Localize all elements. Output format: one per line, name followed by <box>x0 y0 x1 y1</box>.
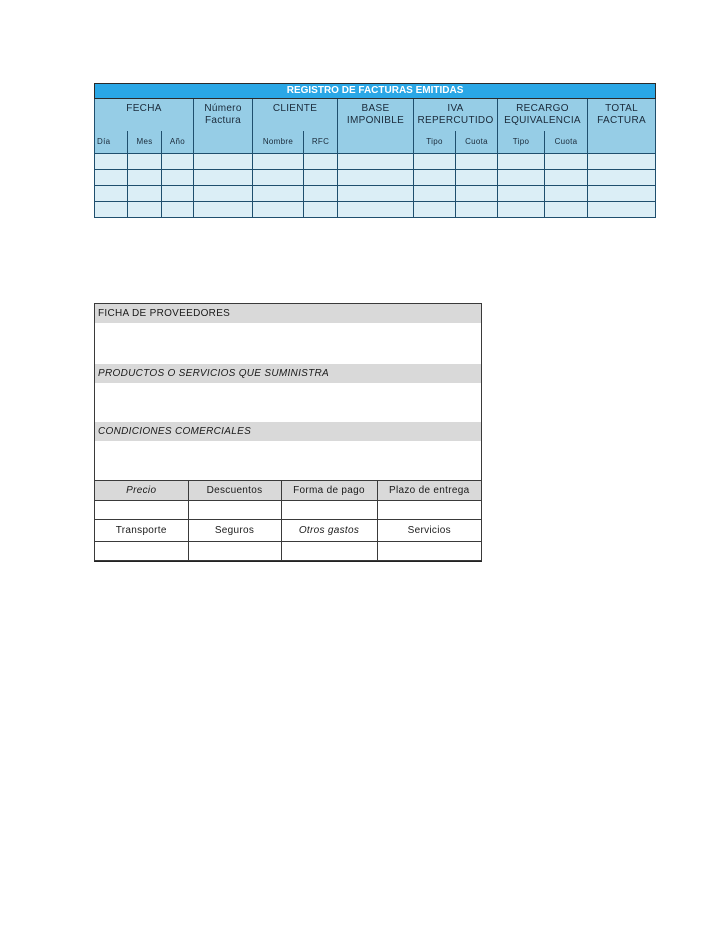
table-cell[interactable] <box>194 202 253 218</box>
table-row <box>95 154 656 170</box>
register-title: REGISTRO DE FACTURAS EMITIDAS <box>95 84 656 99</box>
subheader-numero-blank <box>194 131 253 154</box>
table-row <box>95 186 656 202</box>
table-cell[interactable] <box>194 154 253 170</box>
table-cell[interactable] <box>414 170 456 186</box>
subheader-anio: Año <box>162 131 194 154</box>
table-cell[interactable] <box>253 170 304 186</box>
table-cell[interactable] <box>498 186 545 202</box>
table-cell[interactable] <box>128 202 162 218</box>
grid-label-otros-gastos: Otros gastos <box>281 520 377 542</box>
invoice-register-table <box>94 83 656 218</box>
table-cell[interactable] <box>414 186 456 202</box>
table-cell[interactable] <box>128 154 162 170</box>
grid-value-precio[interactable] <box>95 501 188 520</box>
subheader-mes: Mes <box>128 131 162 154</box>
grid-label-transporte: Transporte <box>95 520 188 542</box>
header-iva-repercutido: IVA REPERCUTIDO <box>414 99 498 132</box>
grid-label-servicios: Servicios <box>377 520 481 542</box>
subheader-iva-cuota: Cuota <box>456 131 498 154</box>
table-cell[interactable] <box>414 154 456 170</box>
table-cell[interactable] <box>253 186 304 202</box>
table-cell[interactable] <box>545 202 588 218</box>
table-cell[interactable] <box>338 186 414 202</box>
table-cell[interactable] <box>95 202 128 218</box>
grid-value-servicios[interactable] <box>377 542 481 561</box>
grid-value-descuentos[interactable] <box>188 501 281 520</box>
table-cell[interactable] <box>304 170 338 186</box>
table-cell[interactable] <box>162 202 194 218</box>
table-cell[interactable] <box>414 202 456 218</box>
grid-label-seguros: Seguros <box>188 520 281 542</box>
table-cell[interactable] <box>194 186 253 202</box>
table-cell[interactable] <box>338 202 414 218</box>
table-cell[interactable] <box>128 186 162 202</box>
table-cell[interactable] <box>588 154 656 170</box>
table-cell[interactable] <box>498 202 545 218</box>
table-cell[interactable] <box>456 186 498 202</box>
subheader-dia: Día <box>95 131 128 154</box>
header-recargo-equivalencia: RECARGO EQUIVALENCIA <box>498 99 588 132</box>
subheader-iva-tipo: Tipo <box>414 131 456 154</box>
products-section-title: PRODUCTOS O SERVICIOS QUE SUMINISTRA <box>95 364 481 383</box>
table-cell[interactable] <box>588 202 656 218</box>
table-cell[interactable] <box>498 170 545 186</box>
grid-label-descuentos: Descuentos <box>188 481 281 501</box>
table-cell[interactable] <box>456 154 498 170</box>
header-total-factura: TOTAL FACTURA <box>588 99 656 132</box>
table-cell[interactable] <box>162 186 194 202</box>
supplier-card-title: FICHA DE PROVEEDORES <box>95 304 481 323</box>
subheader-base-blank <box>338 131 414 154</box>
grid-label-precio: Precio <box>95 481 188 501</box>
table-cell[interactable] <box>95 186 128 202</box>
subheader-nombre: Nombre <box>253 131 304 154</box>
grid-value-forma-pago[interactable] <box>281 501 377 520</box>
table-cell[interactable] <box>304 154 338 170</box>
table-cell[interactable] <box>338 170 414 186</box>
table-cell[interactable] <box>498 154 545 170</box>
table-cell[interactable] <box>194 170 253 186</box>
table-cell[interactable] <box>588 186 656 202</box>
table-cell[interactable] <box>588 170 656 186</box>
header-cliente: CLIENTE <box>253 99 338 132</box>
subheader-total-blank <box>588 131 656 154</box>
grid-value-otros-gastos[interactable] <box>281 542 377 561</box>
table-cell[interactable] <box>95 154 128 170</box>
grid-label-plazo-entrega: Plazo de entrega <box>377 481 481 501</box>
table-cell[interactable] <box>545 154 588 170</box>
table-cell[interactable] <box>456 202 498 218</box>
table-cell[interactable] <box>456 170 498 186</box>
table-cell[interactable] <box>253 154 304 170</box>
table-cell[interactable] <box>338 154 414 170</box>
table-row <box>95 202 656 218</box>
table-cell[interactable] <box>545 186 588 202</box>
table-row <box>95 170 656 186</box>
table-cell[interactable] <box>95 170 128 186</box>
header-fecha: FECHA <box>95 99 194 132</box>
grid-value-plazo-entrega[interactable] <box>377 501 481 520</box>
subheader-recargo-tipo: Tipo <box>498 131 545 154</box>
subheader-rfc: RFC <box>304 131 338 154</box>
table-cell[interactable] <box>304 202 338 218</box>
table-cell[interactable] <box>253 202 304 218</box>
table-cell[interactable] <box>545 170 588 186</box>
table-cell[interactable] <box>304 186 338 202</box>
grid-label-forma-pago: Forma de pago <box>281 481 377 501</box>
table-cell[interactable] <box>162 170 194 186</box>
subheader-recargo-cuota: Cuota <box>545 131 588 154</box>
conditions-section-title: CONDICIONES COMERCIALES <box>95 422 481 441</box>
conditions-grid <box>95 480 481 561</box>
table-cell[interactable] <box>162 154 194 170</box>
grid-value-seguros[interactable] <box>188 542 281 561</box>
table-cell[interactable] <box>128 170 162 186</box>
header-base-imponible: BASE IMPONIBLE <box>338 99 414 132</box>
supplier-card <box>94 303 482 562</box>
header-numero-factura: Número Factura <box>194 99 253 132</box>
grid-value-transporte[interactable] <box>95 542 188 561</box>
